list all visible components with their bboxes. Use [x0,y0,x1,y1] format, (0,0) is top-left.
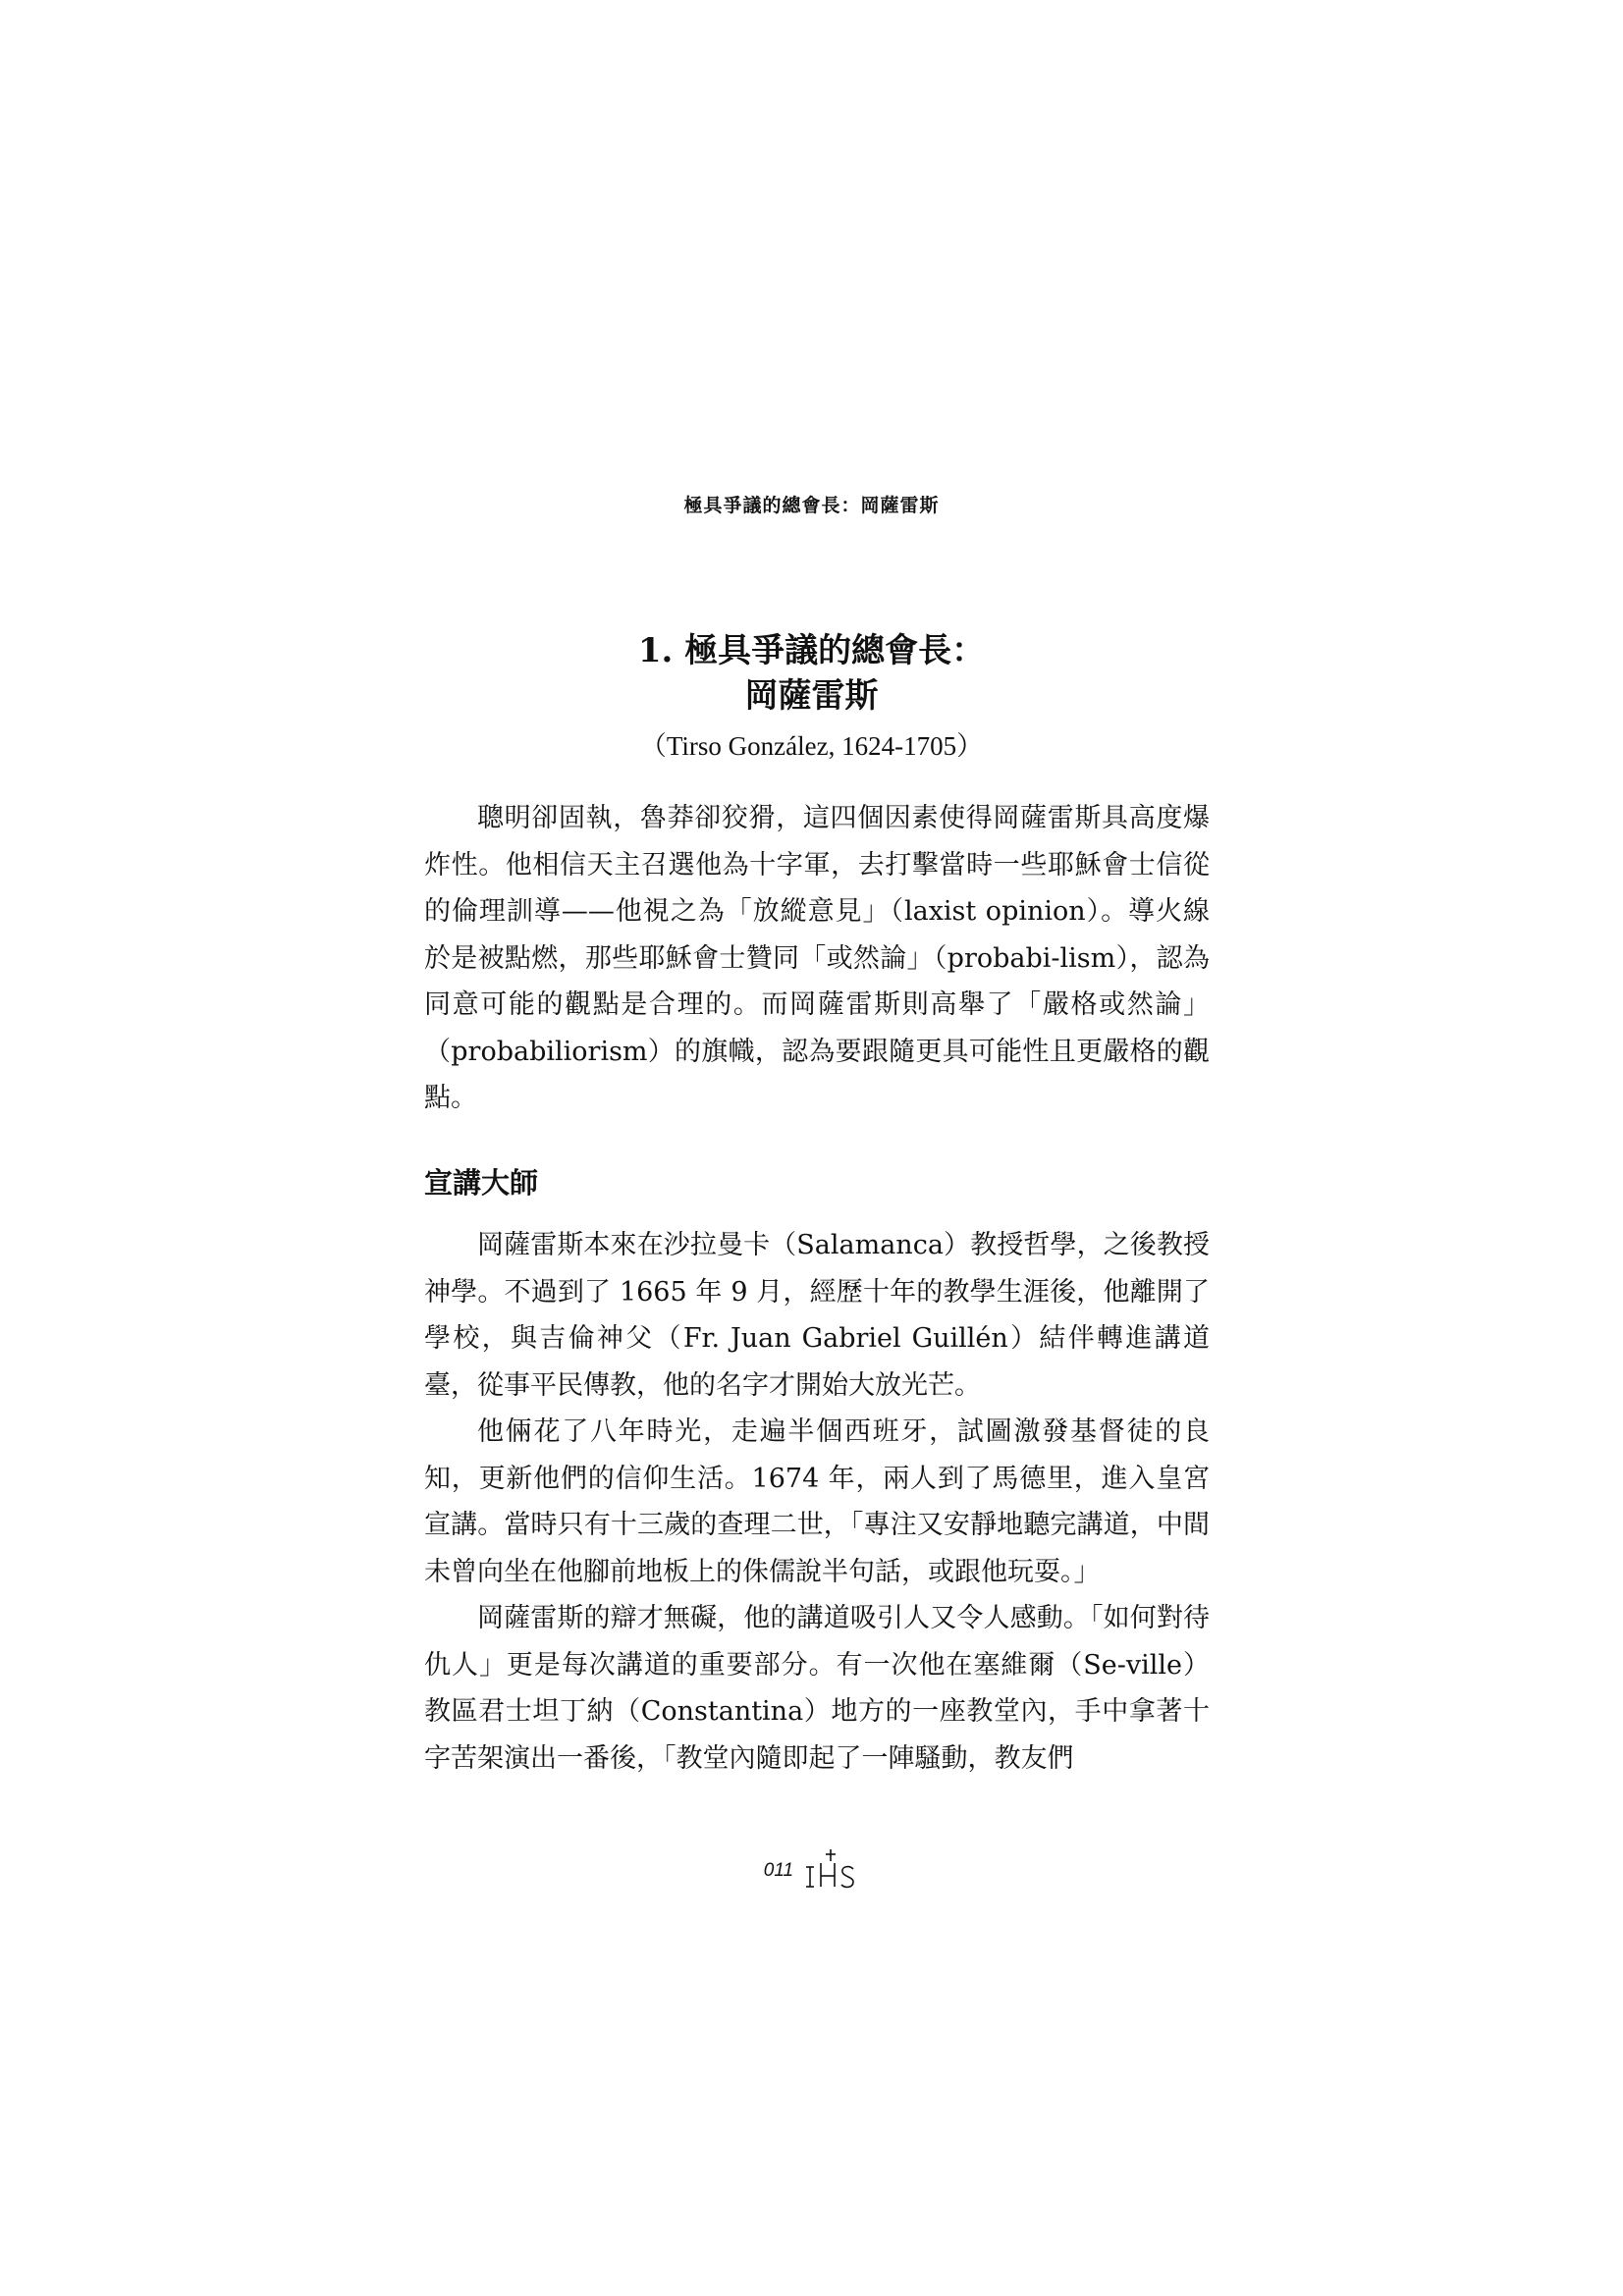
chapter-subtitle: （Tirso González, 1624-1705） [639,731,984,761]
page-footer [0,1847,1623,1895]
intro-section [424,795,1210,1122]
section-heading: 宣講大師 [424,1166,539,1200]
body-paragraph-3: 岡薩雷斯的辯才無礙，他的講道吸引人又令人感動。「如何對待仇人」更是每次講道的重要部分。有一次他在塞維爾（Se-ville）教區君士坦丁納（Constantina）地方的一座教堂內，手中拿著十字苦架演出一番後，「教堂內隨即起了一陣騷動，教友們 [424,1603,1210,1774]
ihs-monogram-icon [802,1847,859,1895]
section-body [424,1222,1210,1782]
chapter-title-line-1: 1. 極具爭議的總會長： [637,631,986,670]
chapter-title-line-2: 岡薩雷斯 [744,676,879,716]
page-number: 011 [763,1860,794,1881]
chapter-title-block [0,628,1623,766]
running-header: 極具爭議的總會長：岡薩雷斯 [683,495,940,516]
body-paragraph-1: 岡薩雷斯本來在沙拉曼卡（Salamanca）教授哲學，之後教授神學。不過到了 1665 年 9 月，經歷十年的教學生涯後，他離開了學校，與吉倫神父（Fr. Juan Gabriel Guillén）結伴轉進講道臺，從事平民傳教，他的名字才開始大放光芒。 [424,1230,1210,1401]
intro-paragraph: 聰明卻固執，魯莽卻狡猾，這四個因素使得岡薩雷斯具高度爆炸性。他相信天主召選他為十字軍，去打擊當時一些耶穌會士信從的倫理訓導——他視之為「放縱意見」（laxist opinion）。導火線於是被點燃，那些耶穌會士贊同「或然論」（probabi-lism），認為同意可能的觀點是合理的。而岡薩雷斯則高舉了「嚴格或然論」（probabiliorism）的旗幟，認為要跟隨更具可能性且更嚴格的觀點。 [424,803,1210,1113]
body-paragraph-2: 他倆花了八年時光，走遍半個西班牙，試圖激發基督徒的良知，更新他們的信仰生活。1674 年，兩人到了馬德里，進入皇宮宣講。當時只有十三歲的查理二世，「專注又安靜地聽完講道，中間未曾向坐在他腳前地板上的侏儒說半句話，或跟他玩耍。」 [424,1416,1210,1587]
